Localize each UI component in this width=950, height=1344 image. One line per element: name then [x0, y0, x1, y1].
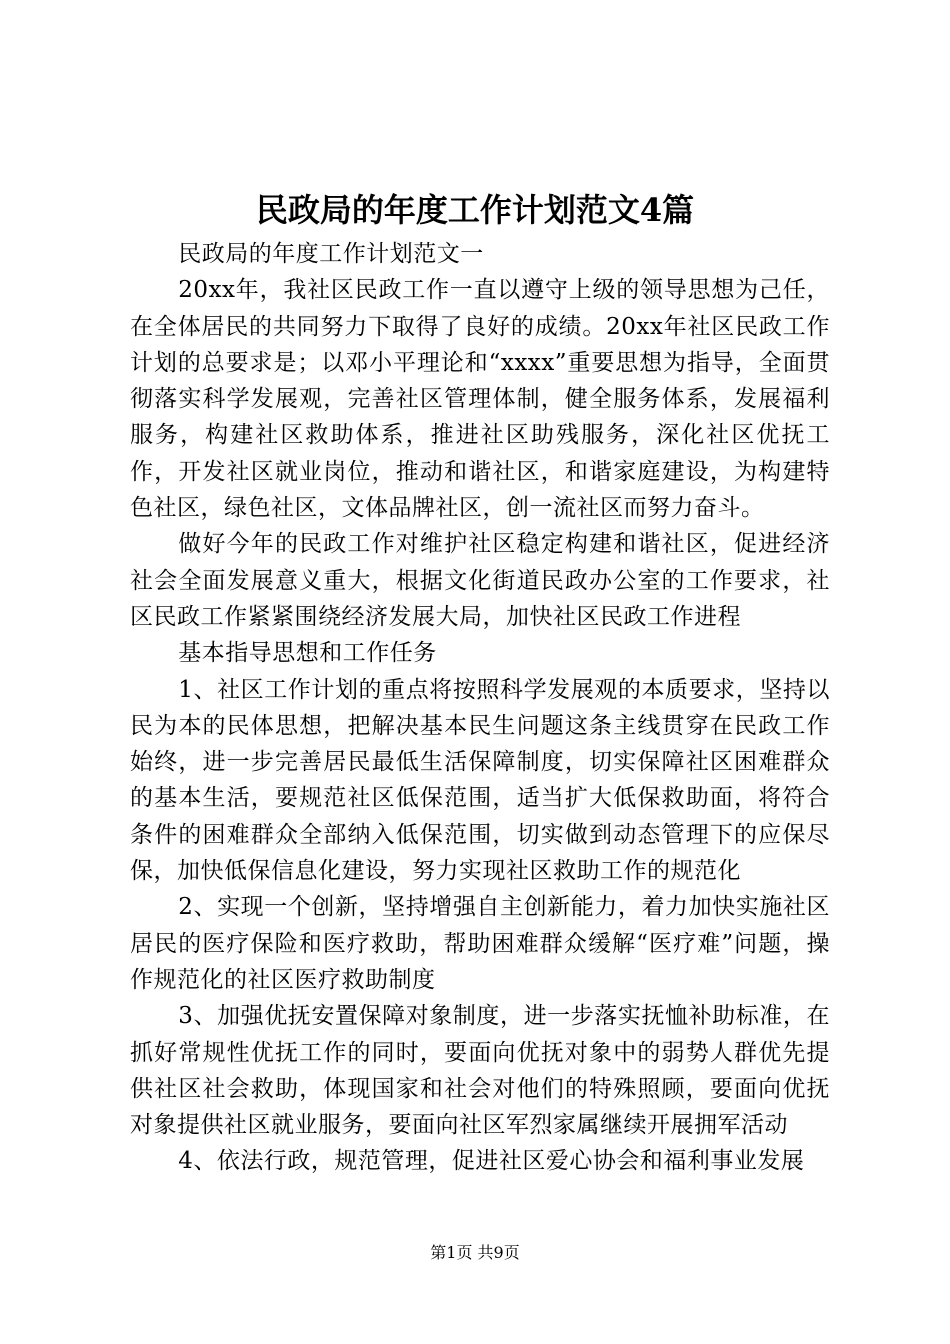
- section-heading: 民政局的年度工作计划范文一: [178, 241, 484, 267]
- section-heading: 基本指导思想和工作任务: [178, 640, 437, 667]
- list-item: 4、依法行政，规范管理，促进社区爱心协会和福利事业发展: [178, 1148, 805, 1175]
- body-paragraph: 做好今年的民政工作对维护社区稳定构建和谐社区，促进经济社会全面发展意义重大，根据文化街道民政办公室的工作要求，社区民政工作紧紧围绕经济发展大局，加快社区民政工作进程: [130, 531, 830, 630]
- document-title: 民政局的年度工作计划范文4篇: [255, 191, 695, 229]
- document-body: [130, 236, 830, 1180]
- list-item: 3、加强优抚安置保障对象制度，进一步落实抚恤补助标准，在抓好常规性优抚工作的同时，要面向优抚对象中的弱势人群优先提供社区社会救助，体现国家和社会对他们的特殊照顾，要面向优抚对象提供社区就业服务，要面向社区军烈家属继续开展拥军活动: [130, 1003, 830, 1139]
- list-item: 2、实现一个创新，坚持增强自主创新能力，着力加快实施社区居民的医疗保险和医疗救助，帮助困难群众缓解“医疗难”问题，操作规范化的社区医疗救助制度: [130, 894, 830, 993]
- page-number: 第1页 共9页: [430, 1243, 520, 1262]
- body-paragraph: 20xx年，我社区民政工作一直以遵守上级的领导思想为己任，在全体居民的共同努力下取得了良好的成绩。20xx年社区民政工作计划的总要求是；以邓小平理论和“xxxx”重要思想为指导，全面贯彻落实科学发展观，完善社区管理体制，健全服务体系，发展福利服务，构建社区救助体系，推进社区助残服务，深化社区优抚工作，开发社区就业岗位，推动和谐社区，和谐家庭建设，为构建特色社区，绿色社区，文体品牌社区，创一流社区而努力奋斗。: [130, 277, 830, 522]
- list-item: 1、社区工作计划的重点将按照科学发展观的本质要求，坚持以民为本的民体思想，把解决基本民生问题这条主线贯穿在民政工作始终，进一步完善居民最低生活保障制度，切实保障社区困难群众的基本生活，要规范社区低保范围，适当扩大低保救助面，将符合条件的困难群众全部纳入低保范围，切实做到动态管理下的应保尽保，加快低保信息化建设，努力实现社区救助工作的规范化: [130, 676, 830, 885]
